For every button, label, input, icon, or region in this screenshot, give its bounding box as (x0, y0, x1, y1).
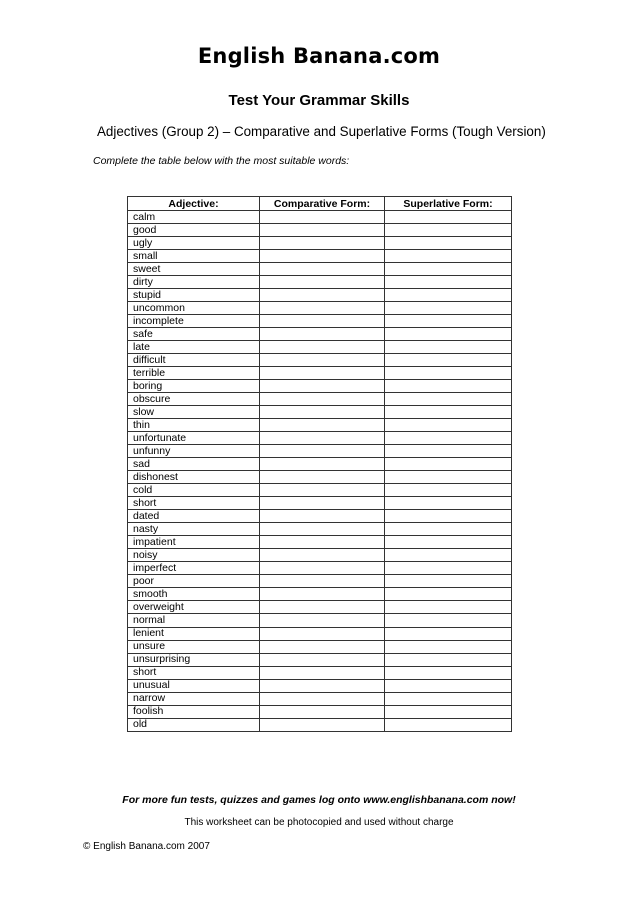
table-row (128, 419, 512, 432)
superlative-answer-cell[interactable] (385, 523, 512, 536)
superlative-answer-cell[interactable] (385, 276, 512, 289)
comparative-answer-cell[interactable] (260, 575, 385, 588)
table-row (128, 692, 512, 705)
table-row (128, 250, 512, 263)
instructions: Complete the table below with the most suitable words: (93, 155, 350, 167)
table-row (128, 523, 512, 536)
copyright-notice: © English Banana.com 2007 (83, 841, 210, 852)
comparative-answer-cell[interactable] (260, 302, 385, 315)
table-row (128, 562, 512, 575)
adjective-cell: unfunny (128, 445, 260, 458)
superlative-answer-cell[interactable] (385, 484, 512, 497)
superlative-answer-cell[interactable] (385, 640, 512, 653)
comparative-answer-cell[interactable] (260, 471, 385, 484)
table-header-row (128, 197, 512, 211)
comparative-answer-cell[interactable] (260, 419, 385, 432)
adjective-forms-table (127, 196, 512, 732)
table-row (128, 536, 512, 549)
comparative-answer-cell[interactable] (260, 627, 385, 640)
photocopy-note: This worksheet can be photocopied and used without charge (184, 817, 454, 828)
table-row (128, 588, 512, 601)
adjective-cell: imperfect (128, 562, 260, 575)
table-row (128, 406, 512, 419)
superlative-answer-cell[interactable] (385, 536, 512, 549)
table-row (128, 393, 512, 406)
comparative-answer-cell[interactable] (260, 653, 385, 666)
comparative-answer-cell[interactable] (260, 380, 385, 393)
comparative-answer-cell[interactable] (260, 666, 385, 679)
table-row (128, 705, 512, 718)
adjective-cell: dirty (128, 276, 260, 289)
superlative-answer-cell[interactable] (385, 302, 512, 315)
table-row (128, 458, 512, 471)
comparative-answer-cell[interactable] (260, 354, 385, 367)
superlative-answer-cell[interactable] (385, 237, 512, 250)
table-row (128, 575, 512, 588)
adjective-cell: small (128, 250, 260, 263)
superlative-answer-cell[interactable] (385, 692, 512, 705)
table-row (128, 289, 512, 302)
table-body (128, 211, 512, 732)
superlative-answer-cell[interactable] (385, 562, 512, 575)
table-row (128, 471, 512, 484)
comparative-answer-cell[interactable] (260, 510, 385, 523)
comparative-answer-cell[interactable] (260, 718, 385, 731)
adjective-cell: thin (128, 419, 260, 432)
superlative-answer-cell[interactable] (385, 497, 512, 510)
superlative-answer-cell[interactable] (385, 549, 512, 562)
comparative-answer-cell[interactable] (260, 432, 385, 445)
table-row (128, 354, 512, 367)
comparative-answer-cell[interactable] (260, 328, 385, 341)
comparative-answer-cell[interactable] (260, 549, 385, 562)
table-row (128, 302, 512, 315)
superlative-answer-cell[interactable] (385, 211, 512, 224)
comparative-answer-cell[interactable] (260, 276, 385, 289)
adjective-cell: terrible (128, 367, 260, 380)
superlative-answer-cell[interactable] (385, 341, 512, 354)
comparative-answer-cell[interactable] (260, 341, 385, 354)
adjective-cell: uncommon (128, 302, 260, 315)
comparative-answer-cell[interactable] (260, 445, 385, 458)
comparative-answer-cell[interactable] (260, 536, 385, 549)
comparative-answer-cell[interactable] (260, 289, 385, 302)
comparative-answer-cell[interactable] (260, 614, 385, 627)
table-row (128, 627, 512, 640)
adjective-cell: boring (128, 380, 260, 393)
adjective-cell: cold (128, 484, 260, 497)
adjective-cell: unsure (128, 640, 260, 653)
superlative-answer-cell[interactable] (385, 406, 512, 419)
table-row (128, 224, 512, 237)
comparative-answer-cell[interactable] (260, 315, 385, 328)
adjective-cell: obscure (128, 393, 260, 406)
superlative-answer-cell[interactable] (385, 510, 512, 523)
page-title: Test Your Grammar Skills (228, 92, 410, 109)
table-row (128, 341, 512, 354)
header-adjective: Adjective: (128, 197, 260, 211)
table-row (128, 315, 512, 328)
adjective-cell: calm (128, 211, 260, 224)
comparative-answer-cell[interactable] (260, 393, 385, 406)
superlative-answer-cell[interactable] (385, 380, 512, 393)
adjective-cell: nasty (128, 523, 260, 536)
table-row (128, 211, 512, 224)
table-row (128, 497, 512, 510)
comparative-answer-cell[interactable] (260, 458, 385, 471)
table-row (128, 640, 512, 653)
comparative-answer-cell[interactable] (260, 692, 385, 705)
comparative-answer-cell[interactable] (260, 250, 385, 263)
comparative-answer-cell[interactable] (260, 484, 385, 497)
superlative-answer-cell[interactable] (385, 354, 512, 367)
adjective-cell: short (128, 497, 260, 510)
adjective-cell: good (128, 224, 260, 237)
superlative-answer-cell[interactable] (385, 224, 512, 237)
adjective-cell: slow (128, 406, 260, 419)
table-row (128, 601, 512, 614)
comparative-answer-cell[interactable] (260, 263, 385, 276)
comparative-answer-cell[interactable] (260, 237, 385, 250)
adjective-cell: unfortunate (128, 432, 260, 445)
adjective-cell: difficult (128, 354, 260, 367)
header-comparative-form: Comparative Form: (260, 197, 385, 211)
table-row (128, 380, 512, 393)
superlative-answer-cell[interactable] (385, 718, 512, 731)
superlative-answer-cell[interactable] (385, 393, 512, 406)
table-row (128, 679, 512, 692)
superlative-answer-cell[interactable] (385, 679, 512, 692)
superlative-answer-cell[interactable] (385, 575, 512, 588)
adjective-cell: incomplete (128, 315, 260, 328)
adjective-cell: late (128, 341, 260, 354)
header-superlative-form: Superlative Form: (385, 197, 512, 211)
adjective-cell: short (128, 666, 260, 679)
superlative-answer-cell[interactable] (385, 263, 512, 276)
adjective-cell: stupid (128, 289, 260, 302)
comparative-answer-cell[interactable] (260, 601, 385, 614)
adjective-cell: sweet (128, 263, 260, 276)
adjective-cell: unsurprising (128, 653, 260, 666)
comparative-answer-cell[interactable] (260, 562, 385, 575)
adjective-cell: impatient (128, 536, 260, 549)
table-row (128, 718, 512, 731)
table-row (128, 328, 512, 341)
superlative-answer-cell[interactable] (385, 705, 512, 718)
site-logo: English Banana.com (197, 44, 441, 68)
adjective-cell: lenient (128, 627, 260, 640)
comparative-answer-cell[interactable] (260, 224, 385, 237)
table-row (128, 237, 512, 250)
comparative-answer-cell[interactable] (260, 705, 385, 718)
superlative-answer-cell[interactable] (385, 458, 512, 471)
adjective-cell: narrow (128, 692, 260, 705)
superlative-answer-cell[interactable] (385, 653, 512, 666)
table-row (128, 614, 512, 627)
superlative-answer-cell[interactable] (385, 601, 512, 614)
superlative-answer-cell[interactable] (385, 471, 512, 484)
adjective-cell: unusual (128, 679, 260, 692)
table-row (128, 276, 512, 289)
superlative-answer-cell[interactable] (385, 419, 512, 432)
adjective-cell: normal (128, 614, 260, 627)
adjective-cell: poor (128, 575, 260, 588)
adjective-cell: dated (128, 510, 260, 523)
superlative-answer-cell[interactable] (385, 445, 512, 458)
table-row (128, 549, 512, 562)
superlative-answer-cell[interactable] (385, 666, 512, 679)
superlative-answer-cell[interactable] (385, 315, 512, 328)
table-row (128, 510, 512, 523)
superlative-answer-cell[interactable] (385, 367, 512, 380)
superlative-answer-cell[interactable] (385, 250, 512, 263)
adjective-cell: smooth (128, 588, 260, 601)
table-row (128, 263, 512, 276)
table-row (128, 653, 512, 666)
comparative-answer-cell[interactable] (260, 367, 385, 380)
superlative-answer-cell[interactable] (385, 328, 512, 341)
promo-text: For more fun tests, quizzes and games log onto www.englishbanana.com now! (122, 794, 516, 806)
table-row (128, 666, 512, 679)
comparative-answer-cell[interactable] (260, 211, 385, 224)
superlative-answer-cell[interactable] (385, 588, 512, 601)
comparative-answer-cell[interactable] (260, 588, 385, 601)
comparative-answer-cell[interactable] (260, 406, 385, 419)
adjective-cell: foolish (128, 705, 260, 718)
adjective-cell: safe (128, 328, 260, 341)
adjective-cell: old (128, 718, 260, 731)
table-row (128, 445, 512, 458)
superlative-answer-cell[interactable] (385, 289, 512, 302)
superlative-answer-cell[interactable] (385, 627, 512, 640)
comparative-answer-cell[interactable] (260, 679, 385, 692)
adjective-cell: noisy (128, 549, 260, 562)
superlative-answer-cell[interactable] (385, 432, 512, 445)
table-row (128, 367, 512, 380)
adjective-cell: dishonest (128, 471, 260, 484)
adjective-cell: ugly (128, 237, 260, 250)
comparative-answer-cell[interactable] (260, 640, 385, 653)
superlative-answer-cell[interactable] (385, 614, 512, 627)
adjective-cell: sad (128, 458, 260, 471)
table-row (128, 484, 512, 497)
comparative-answer-cell[interactable] (260, 497, 385, 510)
table-row (128, 432, 512, 445)
worksheet-subtitle: Adjectives (Group 2) – Comparative and Superlative Forms (Tough Version) (97, 124, 546, 139)
adjective-cell: overweight (128, 601, 260, 614)
comparative-answer-cell[interactable] (260, 523, 385, 536)
